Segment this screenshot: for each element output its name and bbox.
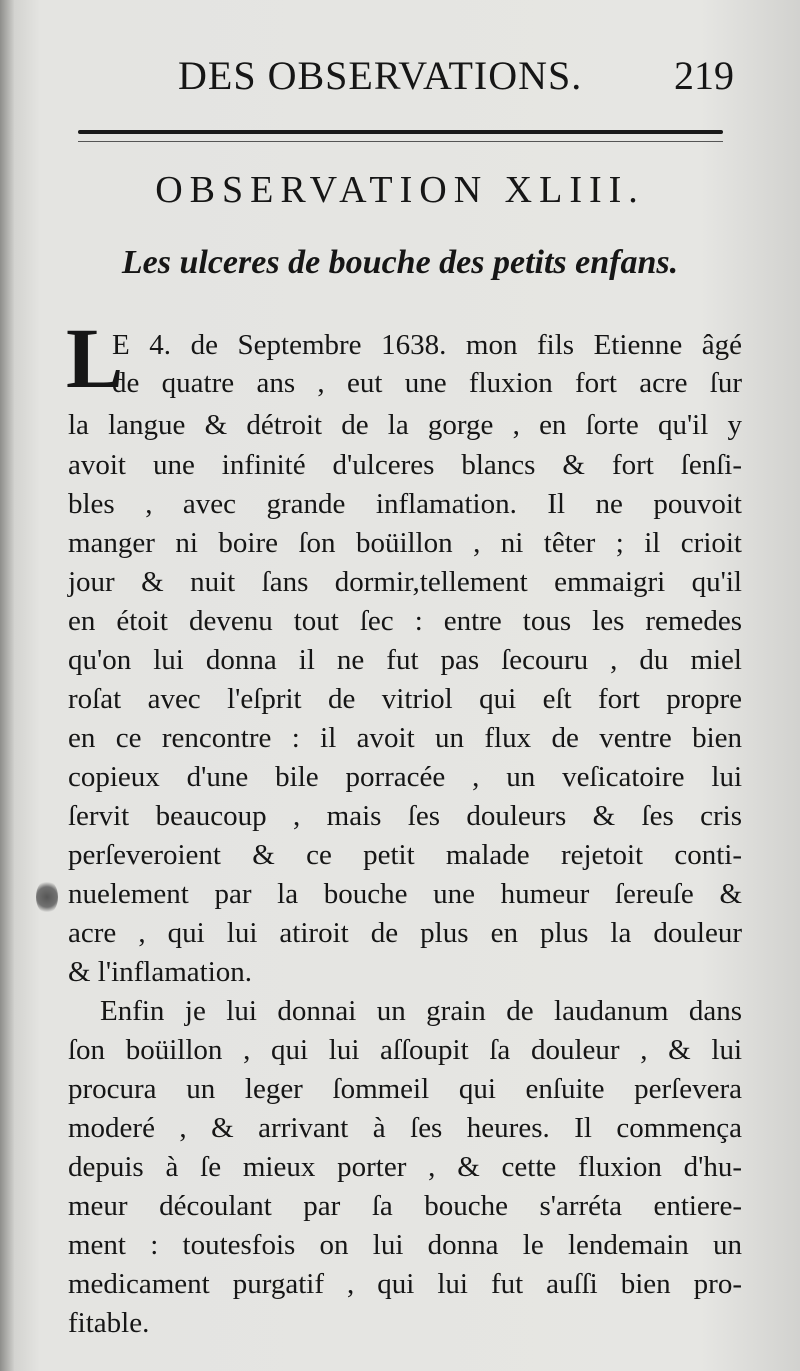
running-title: DES OBSERVATIONS. [178,53,583,98]
text-line: ment : toutesfois on lui donna le lendemain un [68,1229,742,1261]
page-number: 219 [674,53,734,98]
page-header [0,48,800,104]
text-line: avoit une infinité d'ulceres blancs & fort ſenſi- [68,449,742,481]
text-line: fitable. [68,1307,150,1339]
observation-subtitle: Les ulceres de bouche des petits enfans. [121,244,679,281]
text-line: roſat avec l'eſprit de vitriol qui eſt fort propre [68,683,742,715]
text-line: qu'on lui donna il ne fut pas ſecouru , du miel [68,644,742,676]
text-line: ſon boüillon , qui lui aſſoupit ſa douleur , & lui [68,1034,742,1066]
text-line: la langue & détroit de la gorge , en ſorte qu'il y [68,409,742,441]
text-line: jour & nuit ſans dormir,tellement emmaigri qu'il [68,566,742,598]
header-rule [78,130,723,134]
text-line: en étoit devenu tout ſec : entre tous les remedes [68,605,742,637]
header-rule-thin [78,141,723,142]
text-line: bles , avec grande inflamation. Il ne pouvoit [68,488,742,520]
ink-stain [36,880,58,914]
text-line: & l'inflamation. [68,956,253,988]
text-line: copieux d'une bile porracée , un veſicatoire lui [68,761,742,793]
text-line: ſervit beaucoup , mais ſes douleurs & ſes cris [68,800,742,832]
observation-title: OBSERVATION XLIII. [155,169,645,211]
text-line: nuelement par la bouche une humeur ſereuſe & [68,878,742,910]
text-line: procura un leger ſommeil qui enſuite perſevera [68,1073,742,1105]
text-line: perſeveroient & ce petit malade rejetoit conti- [68,839,742,871]
text-line: acre , qui lui atiroit de plus en plus la douleur [68,917,742,949]
text-line: Enfin je lui donnai un grain de laudanum dans [100,995,742,1027]
text-line: E 4. de Septembre 1638. mon fils Etienne âgé [112,329,742,361]
text-line: medicament purgatif , qui lui fut auſſi bien pro- [68,1268,742,1300]
text-line: en ce rencontre : il avoit un flux de ventre bien [68,722,742,754]
text-line: moderé , & arrivant à ſes heures. Il commença [68,1112,742,1144]
text-line: meur découlant par ſa bouche s'arréta entiere- [68,1190,742,1222]
text-line: de quatre ans , eut une fluxion fort acre ſur [112,367,742,399]
drop-cap: L [66,310,124,406]
text-line: depuis à ſe mieux porter , & cette fluxion d'hu- [68,1151,742,1183]
text-line: manger ni boire ſon boüillon , ni têter ; il crioit [68,527,742,559]
